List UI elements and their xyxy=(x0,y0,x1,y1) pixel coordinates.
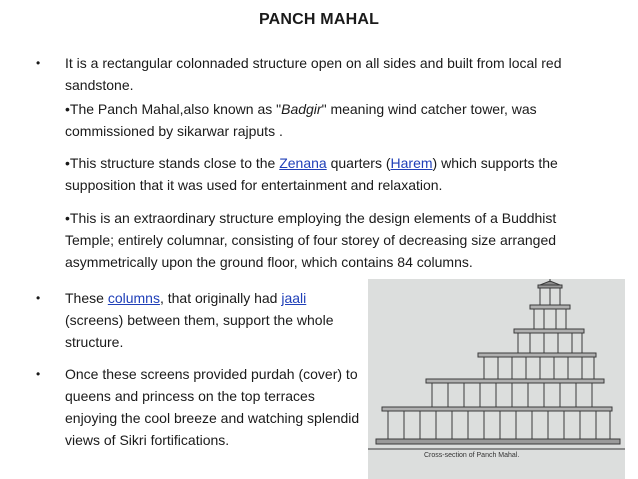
paragraph-5-text-start: These xyxy=(65,290,108,306)
columns-link[interactable]: columns xyxy=(107,290,160,306)
paragraph-3 xyxy=(65,152,585,196)
paragraph-4-text: •This is an extraordinary structure employing the design elements of a Buddhist Temple; entirely columnar, consisting of four storey of decreasing size arranged asymmetrically upon the ground floor, which contains 84 columns. xyxy=(65,210,557,270)
paragraph-4 xyxy=(65,207,585,273)
bullet-marker: • xyxy=(36,367,41,381)
paragraph-5-text-end: (screens) between them, support the whole structure. xyxy=(65,312,334,350)
paragraph-2-text-end: " meaning wind catcher tower, was commissioned by sikarwar rajputs . xyxy=(65,101,537,139)
paragraph-2-text-start: •The Panch Mahal,also known as " xyxy=(65,101,282,117)
harem-link[interactable]: Harem xyxy=(390,155,433,171)
bullet-marker: • xyxy=(36,56,41,70)
paragraph-2 xyxy=(65,98,585,142)
paragraph-3-text-mid: quarters ( xyxy=(326,155,391,171)
paragraph-3-text-end: ) which supports the supposition that it was used for entertainment and relaxation. xyxy=(65,155,558,193)
figure-caption: Cross-section of Panch Mahal. xyxy=(424,452,520,459)
slide-title: PANCH MAHAL xyxy=(258,11,380,28)
paragraph-1 xyxy=(65,52,585,96)
paragraph-3-text-start: •This structure stands close to the xyxy=(65,155,280,171)
paragraph-5-text-mid: , that originally had xyxy=(159,290,282,306)
badgir-term: Badgir xyxy=(281,101,322,117)
zenana-link[interactable]: Zenana xyxy=(279,155,327,171)
paragraph-5 xyxy=(65,287,365,353)
cross-section-drawing xyxy=(368,279,625,479)
jaali-link[interactable]: jaali xyxy=(281,290,307,306)
bullet-marker: • xyxy=(36,291,41,305)
paragraph-6 xyxy=(65,363,360,451)
panch-mahal-cross-section-image xyxy=(368,279,625,479)
paragraph-1-text: It is a rectangular colonnaded structure open on all sides and built from local red sandstone. xyxy=(65,55,562,93)
paragraph-6-text: Once these screens provided purdah (cover) to queens and princess on the top terraces enjoying the cool breeze and watching splendid views of Sikri fortifications. xyxy=(65,366,360,448)
